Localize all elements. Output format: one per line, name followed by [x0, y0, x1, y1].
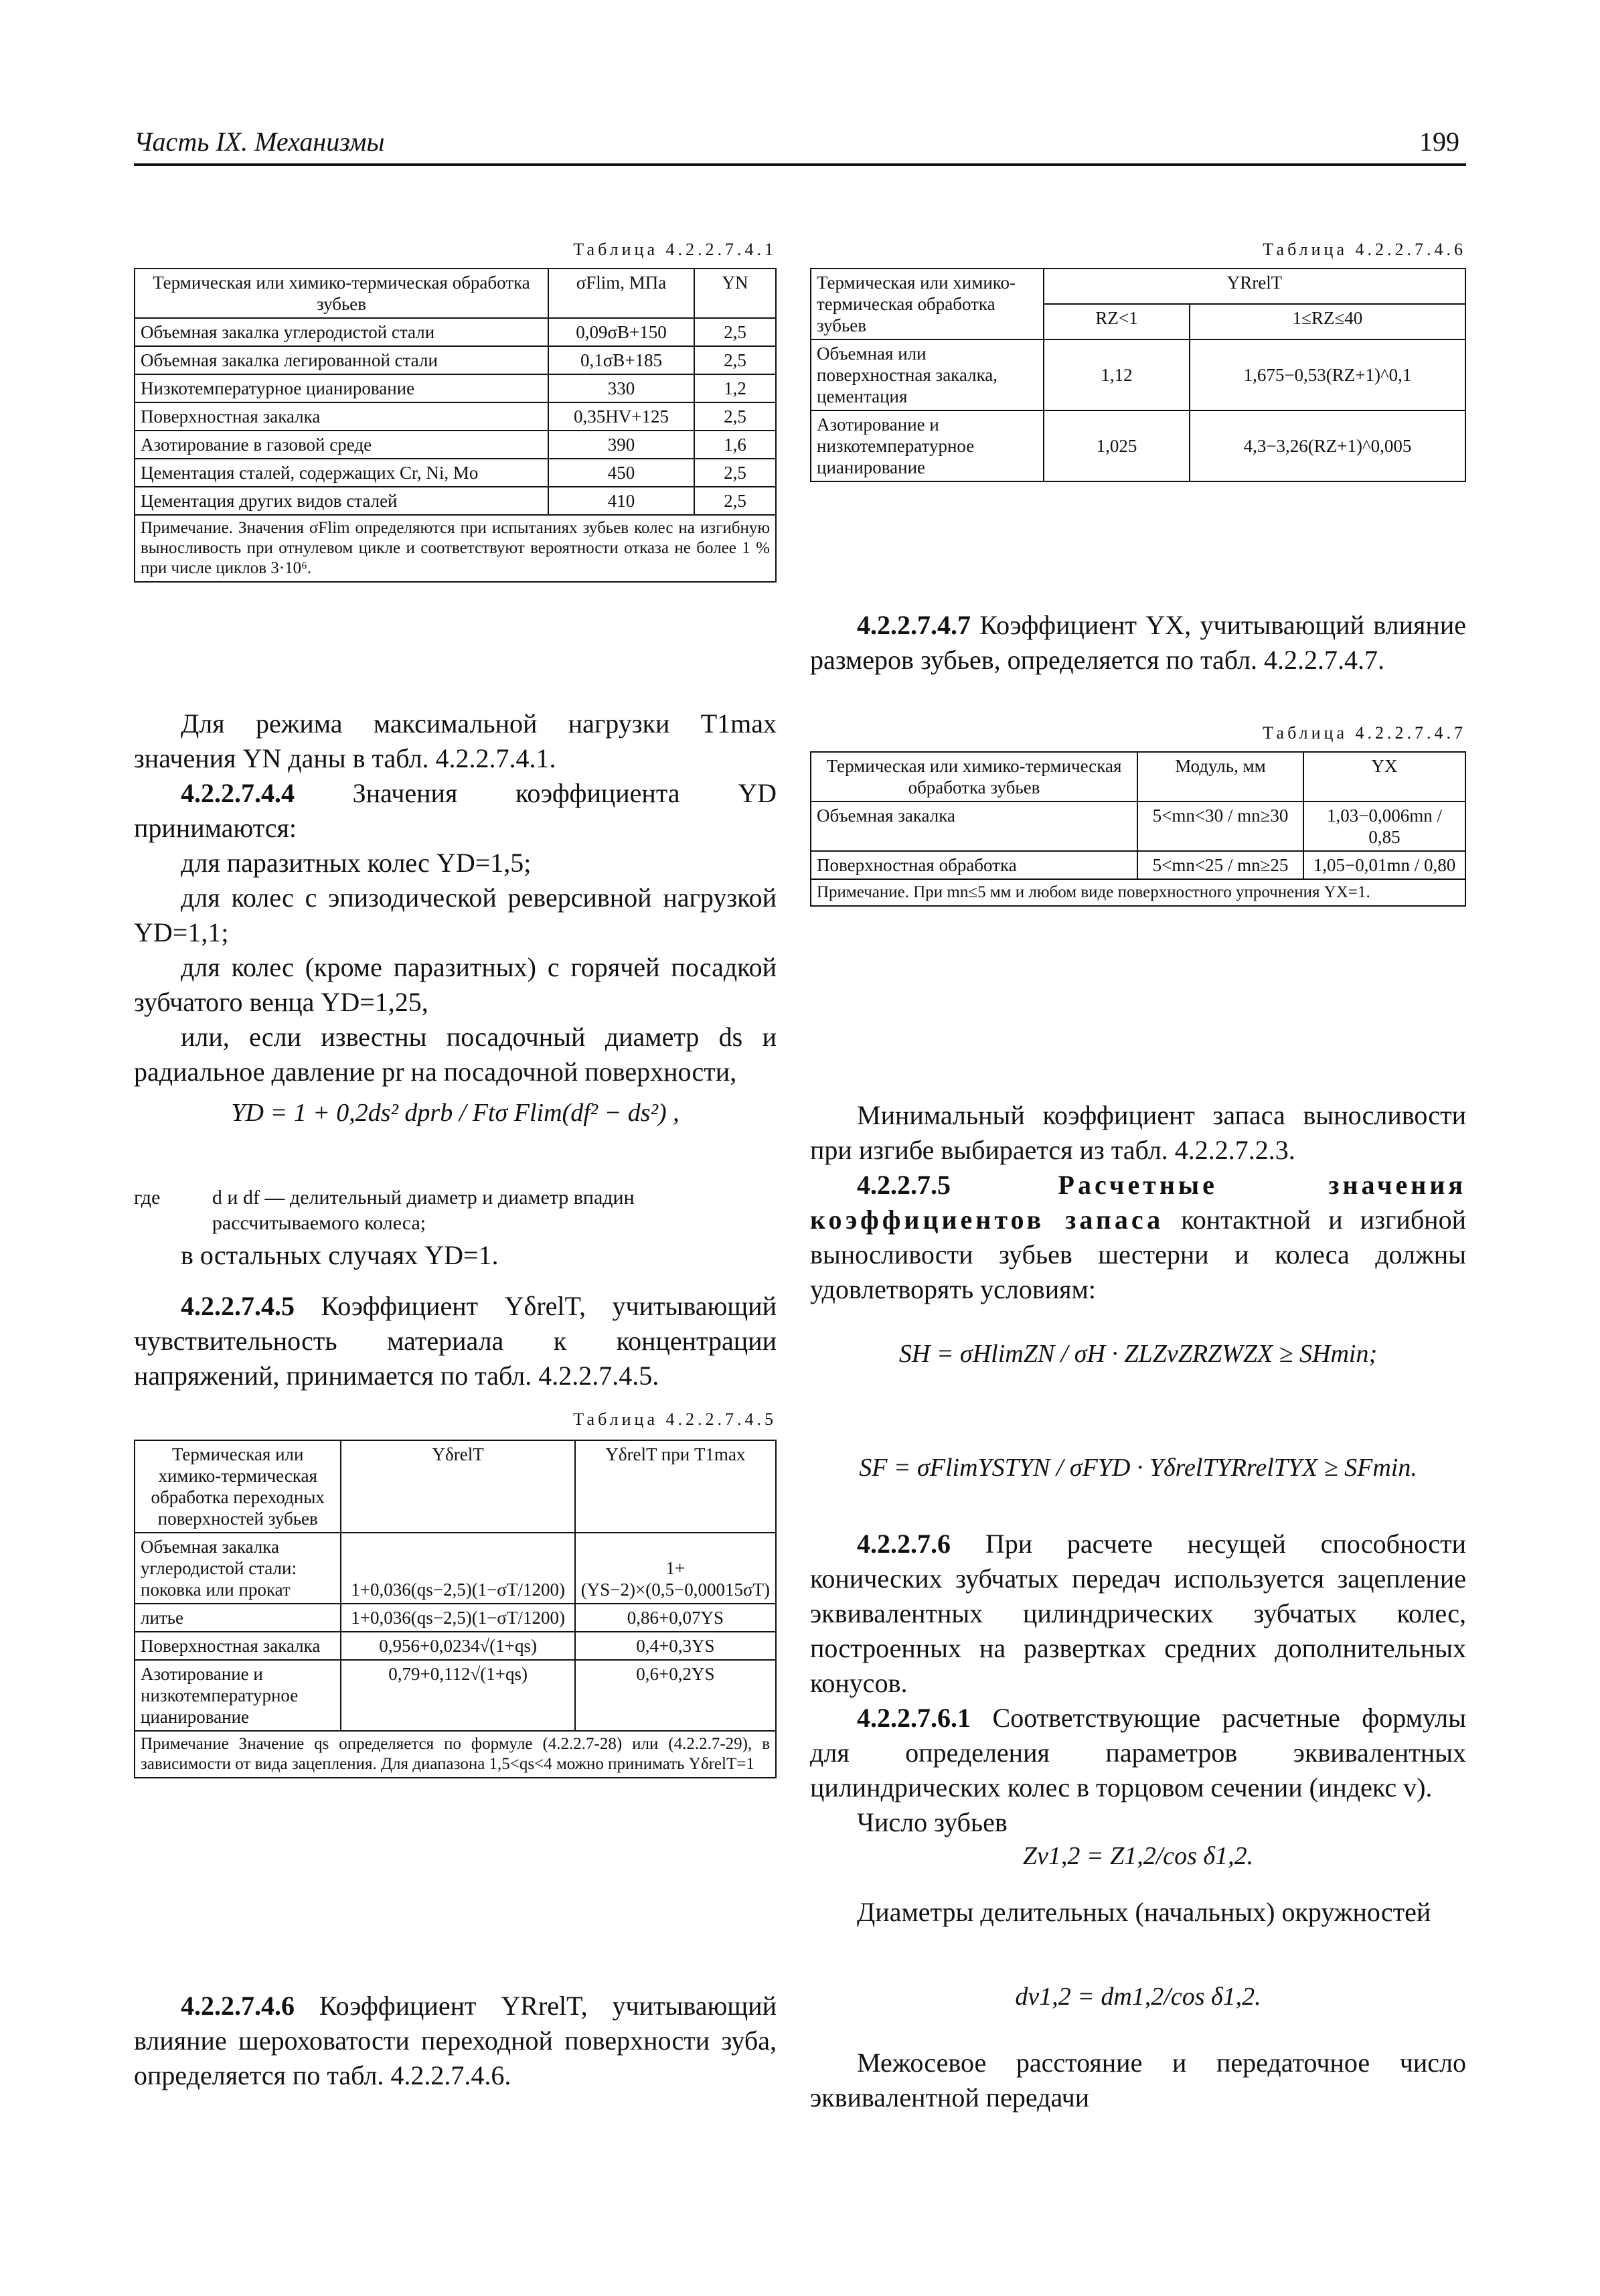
cell: Поверхностная закалка [135, 402, 548, 431]
cell: Азотирование в газовой среде [135, 431, 548, 459]
table7-head-2: YX [1303, 752, 1465, 801]
cell: 1+0,036(qs−2,5)(1−σT/1200) [341, 1533, 574, 1604]
cell: 0,1σB+185 [548, 346, 694, 374]
para-4-2-2-7-4-6 [134, 1989, 777, 2093]
table-row [135, 402, 776, 431]
formula-yd: YD = 1 + 0,2ds² dprb / Ftσ Flim(df² − ds²) , [231, 1099, 679, 1127]
cell: 2,5 [694, 346, 776, 374]
cell: 390 [548, 431, 694, 459]
table-row [135, 431, 776, 459]
table5-caption: Таблица 4.2.2.7.4.5 [573, 1409, 777, 1429]
cell: 410 [548, 487, 694, 515]
table-row [135, 1632, 776, 1660]
cell: Объемная или поверхностная закалка, цементация [811, 339, 1044, 410]
table5-note: Примечание Значение qs определяется по формуле (4.2.2.7-28) или (4.2.2.7-29), в зависимости от вида зацепления. Для диапазона 1,5<qs<4 можно принимать YδrelT=1 [135, 1731, 776, 1778]
cell: Цементация других видов сталей [135, 487, 548, 515]
table-row [811, 851, 1465, 879]
table6-head-1: YRrelT [1044, 269, 1465, 304]
where-text: d и df — делительный диаметр и диаметр впадин рассчитываемого колеса; [212, 1187, 635, 1234]
para-number: 4.2.2.7.4.6 [181, 1991, 295, 2021]
cell: 1+(YS−2)×(0,5−0,00015σT) [575, 1533, 776, 1604]
cell: 0,86+0,07YS [575, 1604, 776, 1632]
table7-head-0: Термическая или химико-термическая обработка зубьев [811, 752, 1137, 801]
cell: Цементация сталей, содержащих Cr, Ni, Mo [135, 459, 548, 487]
cell: 2,5 [694, 402, 776, 431]
table5-head-0: Термическая или химико-термическая обработка переходных поверхностей зубьев [135, 1440, 341, 1533]
list-item-yd-1 [134, 1239, 777, 1272]
cell: 2,5 [694, 459, 776, 487]
para-number: 4.2.2.7.6 [857, 1529, 951, 1559]
cell: 0,09σB+150 [548, 318, 694, 346]
table5-head-2: YδrelT при T1max [575, 1440, 776, 1533]
para-number: 4.2.2.7.4.5 [181, 1291, 295, 1321]
cell: 0,79+0,112√(1+qs) [341, 1660, 574, 1731]
table1-head-2: YN [694, 269, 776, 318]
para-text: Межосевое расстояние и передаточное число эквивалентной передачи [810, 2048, 1466, 2113]
cell: Азотирование и низкотемпературное цианирование [135, 1660, 341, 1731]
cell: литье [135, 1604, 341, 1632]
list-item: в остальных случаях YD=1. [181, 1240, 499, 1270]
table-row [811, 801, 1465, 851]
left-column-text [134, 706, 777, 1089]
table-4-2-2-7-4-1 [134, 268, 777, 583]
right-column-text-2 [810, 1527, 1466, 1840]
cell: 1,2 [694, 374, 776, 402]
cell: 2,5 [694, 487, 776, 515]
para-number: 4.2.2.7.4.7 [857, 610, 971, 640]
cell: 1+0,036(qs−2,5)(1−σT/1200) [341, 1604, 574, 1632]
table-row [811, 339, 1465, 410]
table-row [811, 410, 1465, 481]
para-text: контактной и изгибной выносливости зубьев шестерни и колеса должны удовлетворять условиям: [810, 1205, 1466, 1304]
para-4-2-2-7-4-7 [810, 608, 1466, 678]
table6-head-2: RZ<1 [1044, 304, 1190, 339]
para-yd: Значения коэффициента YD принимаются: [134, 778, 777, 843]
cell: Азотирование и низкотемпературное цианирование [811, 410, 1044, 481]
header-rule [134, 163, 1466, 166]
para-text: Диаметры делительных (начальных) окружностей [857, 1897, 1431, 1927]
list-item: для колес с эпизодической реверсивной нагрузкой YD=1,1; [134, 883, 777, 947]
cell: 0,956+0,0234√(1+qs) [341, 1632, 574, 1660]
table6-head-3: 1≤RZ≤40 [1190, 304, 1465, 339]
para-4-2-2-7-4-5 [134, 1289, 777, 1393]
table1-head-1: σFlim, МПа [548, 269, 694, 318]
cell: 0,4+0,3YS [575, 1632, 776, 1660]
cell: 330 [548, 374, 694, 402]
para-number: 4.2.2.7.6.1 [857, 1703, 971, 1733]
table-row [135, 318, 776, 346]
cell: Объемная закалка углеродистой стали: поковка или прокат [135, 1533, 341, 1604]
cell: 5<mn<30 / mn≥30 [1137, 801, 1303, 851]
cell: 5<mn<25 / mn≥25 [1137, 851, 1303, 879]
cell: 2,5 [694, 318, 776, 346]
formula-sf: SF = σFlimYSTYN / σFYD · YδrelTYRrelTYX ≥ SFmin. [859, 1454, 1417, 1482]
table1-head-0: Термическая или химико-термическая обработка зубьев [135, 269, 548, 318]
cell: Поверхностная обработка [811, 851, 1137, 879]
page-number: 199 [1419, 127, 1459, 157]
para-heading-spaced: Расчетные значения коэффициентов запаса [810, 1170, 1466, 1235]
para-text: Коэффициент YX, учитывающий влияние размеров зубьев, определяется по табл. 4.2.2.7.4.7. [810, 610, 1466, 675]
para-number: 4.2.2.7.5 [857, 1170, 951, 1200]
table5-head-1: YδrelT [341, 1440, 574, 1533]
list-item: для паразитных колес YD=1,5; [181, 848, 532, 878]
cell: 1,675−0,53(RZ+1)^0,1 [1190, 339, 1465, 410]
table-4-2-2-7-4-7 [810, 751, 1466, 907]
where-block [134, 1185, 777, 1236]
table-4-2-2-7-4-6 [810, 268, 1466, 482]
para-yn: Для режима максимальной нагрузки T1max значения YN даны в табл. 4.2.2.7.4.1. [134, 708, 777, 773]
table-row [135, 487, 776, 515]
table-row [135, 346, 776, 374]
right-column-text [810, 1098, 1466, 1307]
cell: 1,03−0,006mn / 0,85 [1303, 801, 1465, 851]
para-diameters [810, 1895, 1466, 1930]
para-text: Коэффициент YRrelT, учитывающий влияние шероховатости переходной поверхности зуба, определяется по табл. 4.2.2.7.4.6. [134, 1991, 777, 2090]
table7-caption: Таблица 4.2.2.7.4.7 [1263, 723, 1466, 743]
para-teeth-count: Число зубьев [857, 1807, 1008, 1837]
cell: 0,6+0,2YS [575, 1660, 776, 1731]
cell: Поверхностная закалка [135, 1632, 341, 1660]
cell: Объемная закалка легированной стали [135, 346, 548, 374]
para-center-distance [810, 2046, 1466, 2115]
cell: 1,6 [694, 431, 776, 459]
para-number: 4.2.2.7.4.4 [181, 778, 295, 808]
table-row [135, 1660, 776, 1731]
cell: 1,12 [1044, 339, 1190, 410]
table-row [135, 1604, 776, 1632]
list-item: или, если известны посадочный диаметр ds и радиальное давление pr на посадочной поверхности, [134, 1022, 777, 1087]
table6-caption: Таблица 4.2.2.7.4.6 [1263, 240, 1466, 259]
formula-dv: dv1,2 = dm1,2/cos δ1,2. [1015, 1983, 1261, 2011]
formula-sh: SH = σHlimZN / σH · ZLZvZRZWZX ≥ SHmin; [898, 1340, 1378, 1368]
table1-caption: Таблица 4.2.2.7.4.1 [573, 240, 777, 259]
para-text: Соответствующие расчетные формулы для определения параметров эквивалентных цилиндрических колес в торцовом сечении (индекс v). [810, 1703, 1466, 1803]
running-header-title: Часть IX. Механизмы [134, 127, 385, 157]
para-min-coeff: Минимальный коэффициент запаса выносливости при изгибе выбирается из табл. 4.2.2.7.2.3. [810, 1100, 1466, 1165]
table-row [135, 374, 776, 402]
table6-head-0: Термическая или химико-термическая обработка зубьев [811, 269, 1044, 339]
table-row [135, 1533, 776, 1604]
cell: 1,025 [1044, 410, 1190, 481]
table-row [135, 459, 776, 487]
table1-note: Примечание. Значения σFlim определяются при испытаниях зубьев колес на изгибную выносливость при отнулевом цикле и соответствуют вероятности отказа не более 1 % при числе циклов 3·10⁶. [135, 515, 776, 582]
table-4-2-2-7-4-5 [134, 1440, 777, 1778]
cell: Объемная закалка [811, 801, 1137, 851]
where-label: где [134, 1187, 161, 1209]
cell: 4,3−3,26(RZ+1)^0,005 [1190, 410, 1465, 481]
cell: Низкотемпературное цианирование [135, 374, 548, 402]
cell: Объемная закалка углеродистой стали [135, 318, 548, 346]
formula-zv: Zv1,2 = Z1,2/cos δ1,2. [1022, 1842, 1254, 1870]
para-text: Коэффициент YδrelT, учитывающий чувствительность материала к концентрации напряжений, принимается по табл. 4.2.2.7.4.5. [134, 1291, 777, 1391]
cell: 0,35HV+125 [548, 402, 694, 431]
cell: 1,05−0,01mn / 0,80 [1303, 851, 1465, 879]
table7-head-1: Модуль, мм [1137, 752, 1303, 801]
para-text: При расчете несущей способности конических зубчатых передач используется зацепление эквивалентных цилиндрических зубчатых колес, построенных на развертках средних дополнительных конусов. [810, 1529, 1466, 1698]
cell: 450 [548, 459, 694, 487]
table7-note: Примечание. При mn≤5 мм и любом виде поверхностного упрочнения YX=1. [811, 879, 1465, 906]
list-item: для колес (кроме паразитных) с горячей посадкой зубчатого венца YD=1,25, [134, 952, 777, 1017]
